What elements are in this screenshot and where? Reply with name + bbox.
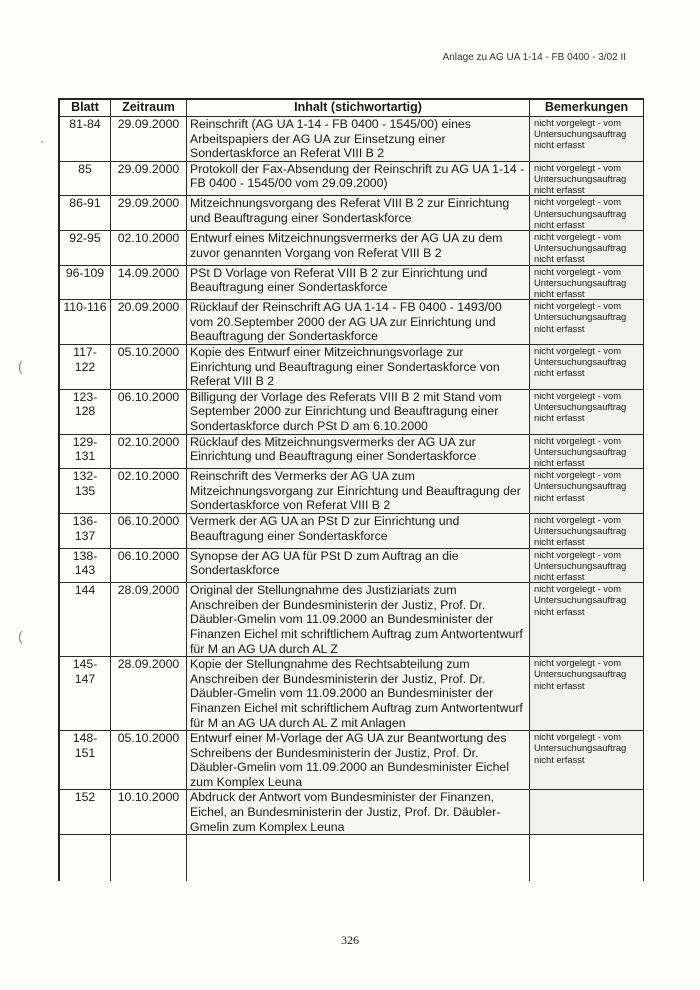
cell-zeitraum: 02.10.2000	[111, 231, 187, 266]
cell-blatt: 86-91	[60, 196, 111, 231]
filler-cell	[60, 835, 111, 881]
cell-bemerkung: nicht vorgelegt - vom Untersuchungsauftrag nicht erfasst	[530, 513, 644, 548]
table-row	[60, 657, 644, 731]
filler-cell	[111, 835, 187, 881]
cell-zeitraum: 20.09.2000	[111, 300, 187, 345]
cell-blatt: 92-95	[60, 231, 111, 266]
cell-bemerkung: nicht vorgelegt - vom Untersuchungsauftrag nicht erfasst	[530, 161, 644, 196]
table-row	[60, 300, 644, 345]
table-row	[60, 231, 644, 266]
margin-mark: `	[40, 138, 45, 154]
cell-blatt: 132-135	[60, 469, 111, 514]
cell-inhalt: Mitzeichnungsvorgang des Referat VIII B 2 zur Einrichtung und Beauftragung einer Sondertaskforce	[187, 196, 530, 231]
page-number: 326	[341, 933, 359, 947]
column-header-bemerkungen: Bemerkungen	[530, 100, 644, 117]
column-header-blatt: Blatt	[60, 100, 111, 117]
cell-inhalt: Rücklauf des Mitzeichnungsvermerks der AG UA zur Einrichtung und Beauftragung einer Sondertaskforce	[187, 434, 530, 469]
cell-zeitraum: 02.10.2000	[111, 469, 187, 514]
table-body	[60, 117, 644, 882]
cell-bemerkung: nicht vorgelegt - vom Untersuchungsauftrag nicht erfasst	[530, 548, 644, 583]
cell-inhalt: Protokoll der Fax-Absendung der Reinschrift zu AG UA 1-14 -FB 0400 - 1545/00 vom 29.09.2000)	[187, 161, 530, 196]
margin-mark: (	[18, 358, 23, 374]
cell-blatt: 148-151	[60, 731, 111, 790]
cell-bemerkung: nicht vorgelegt - vom Untersuchungsauftrag nicht erfasst	[530, 389, 644, 434]
cell-inhalt: Reinschrift (AG UA 1-14 - FB 0400 - 1545/00) eines Arbeitspapiers der AG UA zur Einsetzung einer Sondertaskforce an Referat VIII B 2	[187, 117, 530, 162]
filler-cell	[187, 835, 530, 881]
table-row	[60, 731, 644, 790]
table-row	[60, 583, 644, 657]
cell-inhalt: Kopie des Entwurf einer Mitzeichnungsvorlage zur Einrichtung und Beauftragung einer Sondertaskforce von Referat VIII B 2	[187, 345, 530, 390]
cell-inhalt: Original der Stellungnahme des Justiziariats zum Anschreiben der Bundesministerin der Justiz, Prof. Dr. Däubler-Gmelin vom 11.09.2000 an Bundesminister der Finanzen Eichel mit schriftlichem Auftrag zum Antwortentwurf für M an AG UA durch AL Z	[187, 583, 530, 657]
cell-zeitraum: 06.10.2000	[111, 513, 187, 548]
table-row	[60, 265, 644, 300]
cell-blatt: 152	[60, 790, 111, 835]
cell-bemerkung: nicht vorgelegt - vom Untersuchungsauftrag nicht erfasst	[530, 583, 644, 657]
cell-bemerkung: nicht vorgelegt - vom Untersuchungsauftrag nicht erfasst	[530, 731, 644, 790]
cell-inhalt: Vermerk der AG UA an PSt D zur Einrichtung und Beauftragung einer Sondertaskforce	[187, 513, 530, 548]
cell-blatt: 136-137	[60, 513, 111, 548]
cell-bemerkung: nicht vorgelegt - vom Untersuchungsauftrag nicht erfasst	[530, 117, 644, 162]
cell-blatt: 110-116	[60, 300, 111, 345]
cell-zeitraum: 02.10.2000	[111, 434, 187, 469]
table-header-row	[60, 100, 644, 117]
cell-zeitraum: 29.09.2000	[111, 161, 187, 196]
table-row	[60, 389, 644, 434]
margin-mark: (	[18, 628, 23, 644]
cell-inhalt: Kopie der Stellungnahme des Rechtsabteilung zum Anschreiben der Bundesministerin der Justiz, Prof. Dr. Däubler-Gmelin vom 11.09.2000 an Bundesminister der Finanzen Eichel mit schriftlichem Auftrag zum Antwortentwurf für M an AG UA durch AL Z mit Anlagen	[187, 657, 530, 731]
cell-inhalt: Synopse der AG UA für PSt D zum Auftrag an die Sondertaskforce	[187, 548, 530, 583]
cell-bemerkung: nicht vorgelegt - vom Untersuchungsauftrag nicht erfasst	[530, 231, 644, 266]
table-row	[60, 790, 644, 835]
cell-blatt: 123-128	[60, 389, 111, 434]
table-row	[60, 161, 644, 196]
record-table	[59, 99, 644, 881]
cell-zeitraum: 28.09.2000	[111, 657, 187, 731]
table-row	[60, 117, 644, 162]
document-reference: Anlage zu AG UA 1-14 - FB 0400 - 3/02 II	[442, 52, 626, 63]
filler-row	[60, 835, 644, 881]
cell-blatt: 117-122	[60, 345, 111, 390]
cell-bemerkung: nicht vorgelegt - vom Untersuchungsauftrag nicht erfasst	[530, 657, 644, 731]
cell-bemerkung: nicht vorgelegt - vom Untersuchungsauftrag nicht erfasst	[530, 265, 644, 300]
cell-zeitraum: 06.10.2000	[111, 389, 187, 434]
cell-blatt: 96-109	[60, 265, 111, 300]
cell-zeitraum: 05.10.2000	[111, 345, 187, 390]
cell-bemerkung: nicht vorgelegt - vom Untersuchungsauftrag nicht erfasst	[530, 434, 644, 469]
cell-inhalt: Entwurf eines Mitzeichnungsvermerks der AG UA zu dem zuvor genannten Vorgang von Referat VIII B 2	[187, 231, 530, 266]
cell-zeitraum: 14.09.2000	[111, 265, 187, 300]
cell-zeitraum: 29.09.2000	[111, 117, 187, 162]
table-row	[60, 469, 644, 514]
table-row	[60, 196, 644, 231]
cell-inhalt: Rücklauf der Reinschrift AG UA 1-14 - FB 0400 - 1493/00 vom 20.September 2000 der AG UA zur Einrichtung und Beauftragung der Sondertaskforce	[187, 300, 530, 345]
table-row	[60, 434, 644, 469]
column-header-zeitraum: Zeitraum	[111, 100, 187, 117]
column-header-inhalt: Inhalt (stichwortartig)	[187, 100, 530, 117]
cell-inhalt: Billigung der Vorlage des Referats VIII B 2 mit Stand vom September 2000 zur Einrichtung und Beauftragung einer Sondertaskforce durch PSt D am 6.10.2000	[187, 389, 530, 434]
cell-blatt: 85	[60, 161, 111, 196]
cell-bemerkung: nicht vorgelegt - vom Untersuchungsauftrag nicht erfasst	[530, 469, 644, 514]
table-row	[60, 345, 644, 390]
cell-zeitraum: 10.10.2000	[111, 790, 187, 835]
cell-blatt: 145-147	[60, 657, 111, 731]
table-row	[60, 548, 644, 583]
cell-bemerkung: nicht vorgelegt - vom Untersuchungsauftrag nicht erfasst	[530, 300, 644, 345]
cell-inhalt: PSt D Vorlage von Referat VIII B 2 zur Einrichtung und Beauftragung einer Sondertaskforce	[187, 265, 530, 300]
filler-cell	[530, 835, 644, 881]
table-row	[60, 513, 644, 548]
cell-zeitraum: 05.10.2000	[111, 731, 187, 790]
record-table-container	[58, 98, 644, 881]
cell-bemerkung	[530, 790, 644, 835]
cell-blatt: 138-143	[60, 548, 111, 583]
cell-bemerkung: nicht vorgelegt - vom Untersuchungsauftrag nicht erfasst	[530, 196, 644, 231]
cell-bemerkung: nicht vorgelegt - vom Untersuchungsauftrag nicht erfasst	[530, 345, 644, 390]
cell-blatt: 144	[60, 583, 111, 657]
cell-zeitraum: 06.10.2000	[111, 548, 187, 583]
cell-inhalt: Reinschrift des Vermerks der AG UA zum Mitzeichnungsvorgang zur Einrichtung und Beauftragung der Sondertaskforce von Referat VIII B 2	[187, 469, 530, 514]
cell-blatt: 81-84	[60, 117, 111, 162]
cell-inhalt: Entwurf einer M-Vorlage der AG UA zur Beantwortung des Schreibens der Bundesministerin der Justiz, Prof. Dr. Däubler-Gmelin vom 11.09.2000 an Bundesminister Eichel zum Komplex Leuna	[187, 731, 530, 790]
cell-blatt: 129-131	[60, 434, 111, 469]
cell-zeitraum: 28.09.2000	[111, 583, 187, 657]
cell-inhalt: Abdruck der Antwort vom Bundesminister der Finanzen, Eichel, an Bundesministerin der Justiz, Prof. Dr. Däubler-Gmelin zum Komplex Leuna	[187, 790, 530, 835]
cell-zeitraum: 29.09.2000	[111, 196, 187, 231]
